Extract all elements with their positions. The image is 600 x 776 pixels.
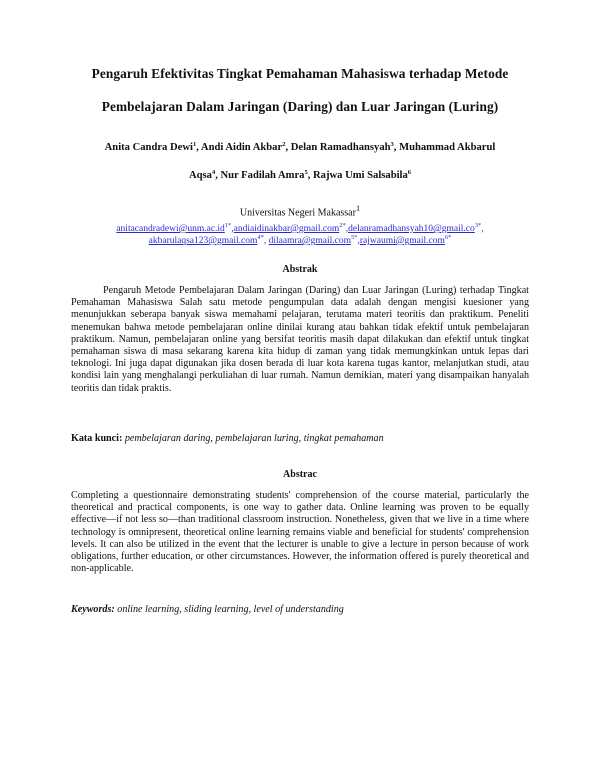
abstract-keywords-label: Keywords: (71, 604, 115, 615)
email-link[interactable]: andiaidinakbar@gmail.com (233, 224, 340, 234)
email-sup: 5* (350, 234, 358, 241)
paper-title-line-2: Pembelajaran Dalam Jaringan (Daring) dan Luar Jaringan (Luring) (101, 99, 499, 114)
author-list-line-1: Anita Candra Dewi$^1$, Andi Aidin Akbar$^2$, Delan Ramadhansyah$^3$, Muhammad Akbarul (104, 141, 496, 153)
email-sup: 2* (339, 222, 346, 229)
email-sup: 1* (224, 222, 232, 229)
author-name: Delan Ramadhansyah (290, 142, 391, 153)
email-link[interactable]: anitacandradewi@unm.ac.id (116, 224, 225, 234)
author-sup: 5 (304, 169, 308, 176)
email-sup: 3* (474, 222, 482, 229)
abstract-keywords-text: online learning, sliding learning, level of understanding (117, 604, 344, 615)
author-sup: 6 (407, 169, 412, 176)
author-emails: $anitacandradewi@unm.ac.id^{1*},andiaidinakbar@gmail.com^{2*},delanramadhansyah10@gmail.co^{3*}$, akbarulaqsa123@gmail.com$^{4*}$, dilaamra@gmail.com$^{5*}$,rajwaumi@gmail.com$^{6*}$ (116, 222, 484, 246)
author-name: Rajwa Umi Salsabila (313, 170, 408, 181)
abstract-body: Completing a questionnaire demonstrating students' comprehension of the course material, particularly the theoretical and practical components, is one way to gather data. Online learning was proven to be equally effective—if not less so—than traditional classroom instruction. Nonetheless, given that we live in a time where technology is omnipresent, theoretical online learning remains viable and beneficial for students' comprehension levels. It can also be utilized in the event that the lecturer is unable to give a lecture in person because of work obligations, further education, or other circumstances. However, the information offered is purely theoretical and non-applicable. (71, 490, 529, 575)
author-sup: 3 (390, 141, 394, 148)
email-sup: 6* (444, 234, 452, 241)
author-name: Muhammad Akbarul (399, 142, 496, 153)
affiliation (60, 204, 540, 218)
email-link[interactable]: dilaamra@gmail.com (268, 236, 351, 246)
abstrak-keywords-text: pembelajaran daring, pembelajaran luring, tingkat pemahaman (124, 433, 384, 444)
email-link[interactable]: delanramadhansyah10@gmail.co (348, 224, 475, 234)
author-sup: 4 (211, 169, 216, 176)
paper-title-line-1: Pengaruh Efektivitas Tingkat Pemahaman Mahasiswa terhadap Metode (91, 66, 509, 81)
abstrak-heading: Abstrak (282, 264, 318, 275)
author-name: Nur Fadilah Amra (220, 170, 305, 181)
abstract-heading: Abstrac (283, 469, 317, 480)
abstract-keywords (71, 604, 529, 615)
email-link[interactable]: akbarulaqsa123@gmail.com (148, 236, 258, 246)
author-name: Andi Aidin Akbar (200, 142, 283, 153)
author-name: Anita Candra Dewi (104, 142, 193, 153)
email-link[interactable]: rajwaumi@gmail.com (359, 236, 445, 246)
abstrak-keywords-label: Kata kunci: (71, 433, 123, 444)
author-name: Aqsa (188, 170, 212, 181)
author-sup: 2 (282, 141, 286, 148)
abstrak-body: Pengaruh Metode Pembelajaran Dalam Jaringan (Daring) dan Luar Jaringan (Luring) terhadap Tingkat Pemahaman Mahasiswa Salah satu metode pengumpulan data adalah dengan mengisi kuesioner yang menunjukkan seberapa banyak siswa memahami pelajaran, terutama materi teoritis dan praktikum. Peneliti menemukan bahwa metode pembelajaran online dinilai kurang atau bahkan tidak efektif untuk pembelajaran praktikum. Namun, pembelajaran online yang bersifat teoritis masih dapat dilakukan dan efektif untuk tingkat pemahaman siswa di masa sekarang karena kita hidup di zaman yang tidak memungkinkan untuk lepas dari teknologi. Ini juga dapat digunakan jika dosen berada di luar kota karena tugas kantor, melanjutkan studi, atau kondisi lain yang menghalangi perkuliahan di luar rumah. Namun demikian, materi yang disampaikan hanyalah teoritis dan tidak praktis. (71, 285, 529, 394)
abstrak-keywords (71, 433, 529, 444)
affiliation-name: Universitas Negeri Makassar (239, 207, 356, 219)
author-sup: 1 (192, 141, 197, 148)
author-list-line-2: Aqsa$^4$, Nur Fadilah Amra$^5$, Rajwa Umi Salsabila$^6$ (188, 169, 412, 181)
affiliation-sup: 1 (355, 204, 361, 213)
email-sup: 4* (257, 234, 264, 241)
